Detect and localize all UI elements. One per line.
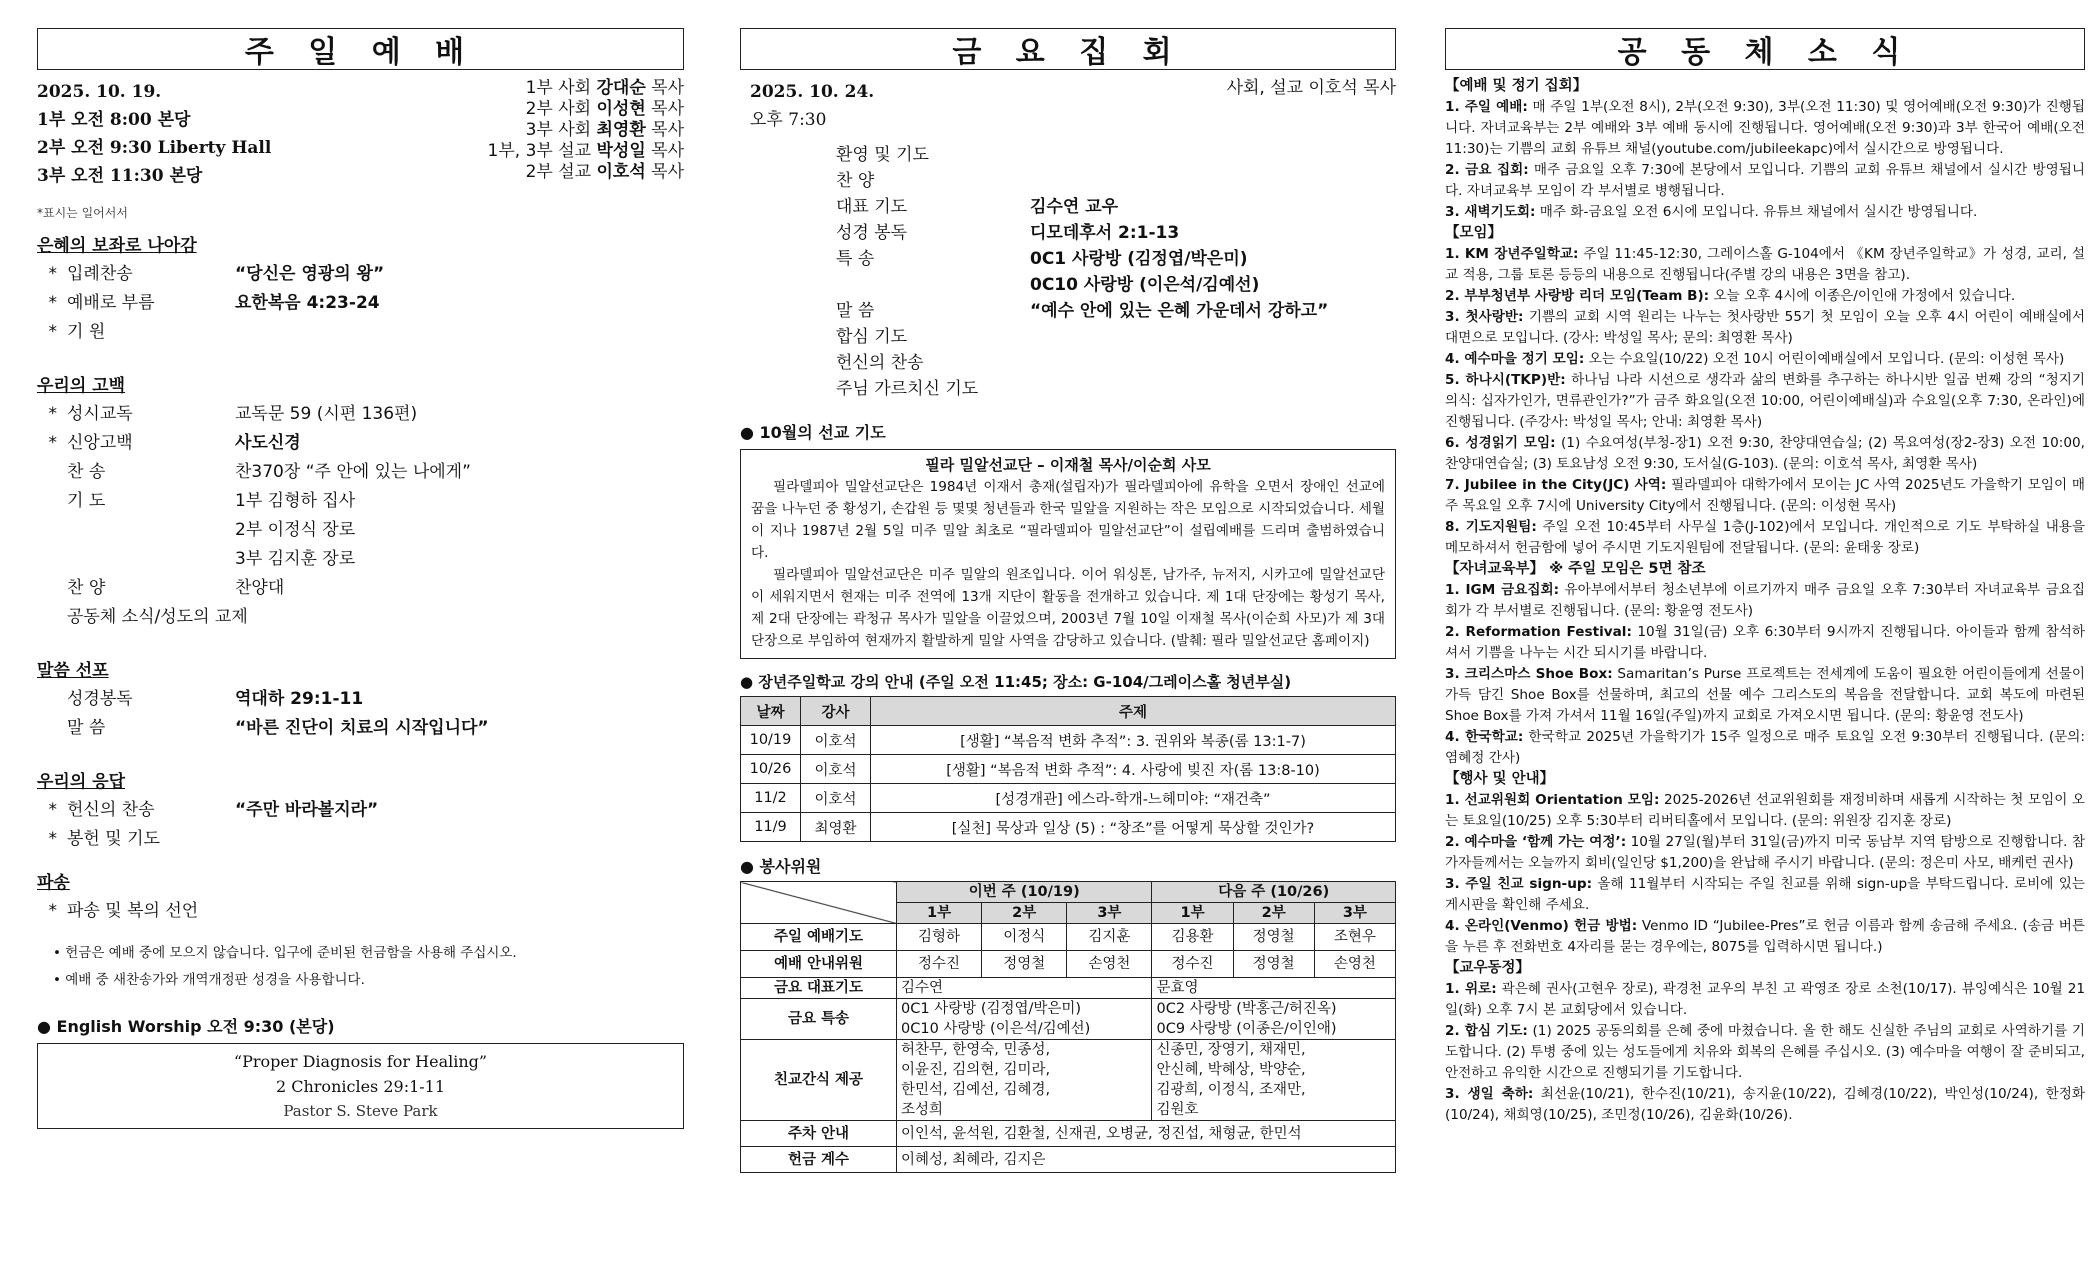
item-value: 찬양대 <box>235 578 285 598</box>
news-item: 2. 예수마을 ‘함께 가는 여정’: 10월 27일(월)부터 31일(금)까지 미국 동남부 지역 탐방으로 진행합니다. 참가자들께서는 오늘까지 회비(일인당 $1,200)을 완납해 주시기 바랍니다. (문의: 정은미 사모, 배케런 권사) <box>1445 834 2085 871</box>
news-item: 4. 한국학교: 한국학교 2025년 가을학기가 15주 일정으로 매주 토요일 오전 9:30부터 진행됩니다. (문의: 염혜정 간사) <box>1445 729 2085 766</box>
part-header: 1부 <box>1152 903 1233 924</box>
volunteer-name: 김용환 <box>1152 924 1233 951</box>
news-item-title: 2. Reformation Festival: <box>1445 624 1632 640</box>
item-value: 교독문 59 (시편 136편) <box>235 404 418 424</box>
item-value: 1부 김형하 집사 <box>235 491 356 511</box>
stand-marker: * <box>48 404 57 424</box>
volunteer-line: 0C2 사랑방 (박홍근/허진옥) <box>1156 1001 1337 1017</box>
english-preacher: Pastor S. Steve Park <box>283 1102 438 1120</box>
friday-date: 2025. 10. 24. <box>750 82 875 102</box>
stand-marker: * <box>48 293 57 313</box>
worship-item <box>37 685 684 714</box>
lecture-cell: [생활] “복음적 변화 추적”: 4. 사랑에 빚진 자(롬 13:8-10) <box>871 755 1396 784</box>
lecture-cell: [성경개관] 에스라-학개-느헤미야: “재건축” <box>871 784 1396 813</box>
stand-marker <box>37 574 63 603</box>
item-value: 역대하 29:1-11 <box>235 689 364 709</box>
friday-item <box>740 350 1396 376</box>
leader-name: 강대순 <box>596 78 646 98</box>
news-item-title: 4. 예수마을 정기 모임: <box>1445 351 1585 367</box>
community-news-column <box>1445 28 2085 1126</box>
news-heading: 【교우동정】 <box>1445 960 1531 976</box>
lecture-cell: 10/26 <box>741 755 801 784</box>
volunteer-name: 손영천 <box>1067 951 1152 978</box>
volunteer-name: 정영철 <box>1233 924 1314 951</box>
lecture-row <box>741 784 1396 813</box>
news-item: 1. IGM 금요집회: 유아부에서부터 청소년부에 이르기까지 매주 금요일 오후 7:30부터 자녀교육부 금요집회가 각 부서별로 진행됩니다. (문의: 황윤영 전도사) <box>1445 582 2086 619</box>
friday-item-label: 성경 봉독 <box>836 223 908 243</box>
item-label <box>63 516 235 545</box>
worship-item <box>37 796 684 825</box>
volunteer-next: 문효영 <box>1152 978 1396 999</box>
mission-box <box>740 449 1396 659</box>
volunteer-this <box>897 1040 1152 1121</box>
stand-marker: * <box>48 901 57 921</box>
stand-marker <box>37 685 63 714</box>
section-heading: 파송 <box>37 873 70 893</box>
item-label: 신앙고백 <box>67 433 133 453</box>
item-value <box>105 318 684 347</box>
friday-gathering-column <box>740 28 1396 1173</box>
friday-time: 오후 7:30 <box>750 110 827 130</box>
note-line: • 예배 중 새찬송가와 개역개정판 성경을 사용합니다. <box>53 972 365 988</box>
volunteer-line: 허찬무, 한영숙, 민종성, <box>901 1042 1051 1058</box>
parking-row <box>741 1121 1396 1147</box>
lecture-heading: ● 장년주일학교 강의 안내 (주일 오전 11:45; 장소: G-104/그레이스홀 청년부실) <box>740 673 1292 691</box>
worship-item <box>37 318 684 347</box>
friday-item <box>740 168 1396 194</box>
volunteer-role: 주차 안내 <box>741 1121 897 1147</box>
friday-item-value: “예수 안에 있는 은혜 가운데서 강하고” <box>1030 301 1329 321</box>
worship-item <box>37 487 684 516</box>
volunteer-name: 정영철 <box>982 951 1067 978</box>
lecture-col-header: 주제 <box>871 697 1396 726</box>
english-worship-heading: ● English Worship 오전 9:30 (본당) <box>37 1017 335 1036</box>
friday-item-value <box>1030 168 1396 194</box>
sunday-date: 2025. 10. 19. <box>37 82 162 102</box>
section-heading: 말씀 선포 <box>37 661 109 681</box>
lecture-row <box>741 813 1396 842</box>
stand-marker: * <box>48 264 57 284</box>
friday-item <box>740 220 1396 246</box>
community-news-title: 공 동 체 소 식 <box>1445 28 2085 70</box>
item-label: 기 도 <box>67 491 106 511</box>
worship-item <box>37 897 684 926</box>
volunteer-next <box>1152 1040 1396 1121</box>
friday-item-label: 환영 및 기도 <box>836 145 929 165</box>
service-time: 3부 오전 11:30 본당 <box>37 166 203 186</box>
stand-marker <box>37 714 63 743</box>
worship-item <box>37 574 684 603</box>
lecture-row <box>741 726 1396 755</box>
leader-name: 이성현 <box>596 99 646 119</box>
part-header: 2부 <box>1233 903 1314 924</box>
service-leaders <box>488 78 684 190</box>
english-sermon-title: “Proper Diagnosis for Healing” <box>233 1052 488 1071</box>
stand-marker: * <box>48 433 57 453</box>
volunteer-role: 금요 대표기도 <box>741 978 897 999</box>
news-item: 6. 성경읽기 모임: (1) 수요여성(부청-장1) 오전 9:30, 찬양대연습실; (2) 목요여성(장2-장3) 오전 10:00, 찬양대연습실; (3) 토요남성 오전 9:30, 도서실(G-103). (문의: 이호석 목사, 최영환 목사) <box>1445 435 2085 472</box>
lecture-table <box>740 696 1396 842</box>
leader-line: 1부, 3부 설교 박성일 목사 <box>487 141 684 161</box>
leader-name: 이호석 <box>596 162 646 182</box>
news-item-title: 2. 예수마을 ‘함께 가는 여정’: <box>1445 834 1627 850</box>
item-label: 파송 및 복의 선언 <box>67 901 199 921</box>
item-label <box>63 545 235 574</box>
friday-item <box>740 324 1396 350</box>
volunteer-name: 정수진 <box>1152 951 1233 978</box>
sunday-header <box>37 78 684 190</box>
volunteer-role: 헌금 계수 <box>741 1147 897 1173</box>
news-item-title: 7. Jubilee in the City(JC) 사역: <box>1445 477 1667 493</box>
volunteer-line: 조성희 <box>901 1102 944 1118</box>
stand-marker: * <box>48 800 57 820</box>
item-label: 찬 송 <box>67 462 106 482</box>
leader-line: 2부 사회 이성현 목사 <box>525 99 684 119</box>
volunteer-line: 김광희, 이정식, 조재만, <box>1156 1082 1306 1098</box>
part-header: 2부 <box>982 903 1067 924</box>
part-header: 3부 <box>1314 903 1395 924</box>
friday-item-value <box>1030 142 1396 168</box>
lecture-cell: 11/9 <box>741 813 801 842</box>
volunteer-names: 이혜성, 최혜라, 김지은 <box>897 1147 1396 1173</box>
snack-row <box>741 1040 1396 1121</box>
leader-line: 1부 사회 강대순 목사 <box>525 78 684 98</box>
news-item-title: 2. 금요 집회: <box>1445 162 1529 178</box>
offering-count-row <box>741 1147 1396 1173</box>
volunteer-name: 정수진 <box>897 951 982 978</box>
friday-item <box>740 194 1396 220</box>
news-item-title: 2. 합심 기도: <box>1445 1023 1528 1039</box>
volunteer-name: 이정식 <box>982 924 1067 951</box>
lecture-cell: 10/19 <box>741 726 801 755</box>
service-time: 1부 오전 8:00 본당 <box>37 110 191 130</box>
volunteer-line: 0C1 사랑방 (김정엽/박은미) <box>901 1001 1082 1017</box>
item-label: 찬 양 <box>67 578 106 598</box>
news-item: 1. 선교위원회 Orientation 모임: 2025-2026년 선교위원회를 재정비하며 새롭게 시작하는 첫 모임이 오는 토요일(10/25) 오후 5:30부터 리버티홀에서 모입니다. (문의: 위원장 김지훈 장로) <box>1445 792 2085 829</box>
friday-item-label: 주님 가르치신 기도 <box>836 379 979 399</box>
item-label: 헌신의 찬송 <box>67 800 155 820</box>
news-item-title: 1. IGM 금요집회: <box>1445 582 1560 598</box>
worship-item <box>37 429 684 458</box>
friday-item-label: 합심 기도 <box>836 327 908 347</box>
volunteer-row <box>741 951 1396 978</box>
item-label: 성시교독 <box>67 404 133 424</box>
news-item: 2. 금요 집회: 매주 금요일 오후 7:30에 본당에서 모입니다. 기쁨의 교회 유튜브 채널에서 실시간 방영됩니다. 자녀교육부 모임이 각 부서별로 병행됩니다. <box>1445 162 2085 199</box>
friday-item-label <box>740 272 1030 298</box>
service-time: 2부 오전 9:30 Liberty Hall <box>37 138 272 158</box>
friday-item-value: 김수연 교우 <box>1030 197 1119 217</box>
lecture-col-header: 강사 <box>801 697 871 726</box>
news-item-title: 3. 주일 친교 sign-up: <box>1445 876 1593 892</box>
volunteer-line: 0C10 사랑방 (이은석/김예선) <box>901 1021 1091 1037</box>
news-item-title: 1. 선교위원회 Orientation 모임: <box>1445 792 1660 808</box>
news-item-title: 1. 주일 예배: <box>1445 99 1528 115</box>
volunteer-next <box>1152 999 1396 1040</box>
stand-marker: * <box>48 829 57 849</box>
worship-notes <box>37 940 684 994</box>
news-item: 3. 새벽기도회: 매주 화-금요일 오전 6시에 모입니다. 유튜브 채널에서 실시간 방영됩니다. <box>1445 204 1978 220</box>
news-item: 2. Reformation Festival: 10월 31일(금) 오후 6:30부터 9시까지 진행됩니다. 아이들과 함께 참석하셔서 기쁨을 나누는 시간 되시기를 바랍니다. <box>1445 624 2086 661</box>
week-this-header: 이번 주 (10/19) <box>897 882 1152 903</box>
item-value: “주만 바라볼지라” <box>235 800 379 820</box>
news-item: 3. 생일 축하: 최선윤(10/21), 한수진(10/21), 송지윤(10/22), 김혜경(10/22), 박인성(10/24), 한정화(10/24), 채희영(10/25), 조민정(10/26), 김윤화(10/26). <box>1445 1086 2085 1123</box>
volunteer-this <box>897 999 1152 1040</box>
item-value <box>198 897 684 926</box>
worship-item <box>37 400 684 429</box>
volunteer-name: 김형하 <box>897 924 982 951</box>
friday-item <box>740 298 1396 324</box>
stand-marker <box>37 603 63 632</box>
mission-title: 필라 밀알선교단 – 이재철 목사/이순희 사모 <box>925 456 1211 474</box>
friday-item-value <box>1030 350 1396 376</box>
news-item-title: 8. 기도지원팀: <box>1445 519 1537 535</box>
news-item-title: 3. 새벽기도회: <box>1445 204 1536 220</box>
volunteer-row <box>741 924 1396 951</box>
friday-item <box>740 142 1396 168</box>
community-news-body <box>1445 76 2085 1126</box>
news-item-title: 3. 첫사랑반: <box>1445 309 1524 325</box>
item-label: 입례찬송 <box>67 264 133 284</box>
stand-marker <box>37 516 63 545</box>
item-value: 2부 이정식 장로 <box>235 520 356 540</box>
service-times <box>37 78 271 190</box>
lecture-row <box>741 755 1396 784</box>
section-heading: 우리의 고백 <box>37 376 126 396</box>
worship-item <box>37 260 684 289</box>
item-label: 공동체 소식/성도의 교제 <box>67 607 248 627</box>
item-label: 봉헌 및 기도 <box>67 829 160 849</box>
friday-special-row <box>741 999 1396 1040</box>
worship-item <box>37 516 684 545</box>
friday-item <box>740 246 1396 272</box>
news-item: 3. 첫사랑반: 기쁨의 교회 시역 원리는 나누는 첫사랑반 55기 첫 모임이 오늘 오후 4시 어린이 예배실에서 대면으로 모입니다. (강사: 박성일 목사; 문의: 최영환 목사) <box>1445 309 2085 346</box>
news-item: 1. 주일 예배: 매 주일 1부(오전 8시), 2부(오전 9:30), 3부(오전 11:30) 및 영어예배(오전 9:30)가 진행됩니다. 자녀교육부는 2부 예배와 3부 예배 동시에 진행됩니다. 영어예배(오전 9:30)과 3부 한국어 예배(오전 11:30)는 기쁨의 교회 유튜브 채널(youtube.com/jubileekapc)에서 실시간으로 방영됩니다. <box>1445 99 2085 157</box>
volunteer-name: 김지훈 <box>1067 924 1152 951</box>
friday-item-value: 디모데후서 2:1-13 <box>1030 223 1180 243</box>
volunteer-line: 한민석, 김예선, 김혜경, <box>901 1082 1051 1098</box>
sunday-worship-title: 주 일 예 배 <box>37 28 684 70</box>
sunday-worship-column <box>37 28 684 1129</box>
worship-item <box>37 603 684 632</box>
volunteer-role: 주일 예배기도 <box>741 924 897 951</box>
section-heading: 우리의 응답 <box>37 772 126 792</box>
worship-item <box>37 458 684 487</box>
friday-order <box>740 142 1396 402</box>
leader-name: 최영환 <box>596 120 646 140</box>
volunteer-role: 금요 특송 <box>741 999 897 1040</box>
item-value <box>248 603 684 632</box>
friday-item-value: 0C10 사랑방 (이은석/김예선) <box>1030 275 1260 295</box>
friday-gathering-title: 금 요 집 회 <box>740 28 1396 70</box>
lecture-cell: 이호석 <box>801 755 871 784</box>
item-label: 말 씀 <box>67 718 106 738</box>
lecture-cell: [생활] “복음적 변화 추적”: 3. 권위와 복종(롬 13:1-7) <box>871 726 1396 755</box>
lecture-cell: [실천] 묵상과 일상 (5) : “창조”를 어떻게 묵상할 것인가? <box>871 813 1396 842</box>
friday-item <box>740 376 1396 402</box>
volunteer-role: 예배 안내위원 <box>741 951 897 978</box>
part-header: 1부 <box>897 903 982 924</box>
item-value: 사도신경 <box>235 433 301 453</box>
news-heading: 【자녀교육부】 ※ 주일 모임은 5면 참조 <box>1445 561 1706 577</box>
news-item-title: 4. 온라인(Venmo) 헌금 방법: <box>1445 918 1638 934</box>
news-item: 1. KM 장년주일학교: 주일 11:45-12:30, 그레이스홀 G-104에서 《KM 장년주일학교》가 성경, 교리, 설교 적용, 그룹 토론 등등의 내용으로 진행됩니다(주별 강의 내용은 3면을 참고). <box>1445 246 2085 283</box>
stand-marker <box>37 458 63 487</box>
friday-datetime <box>740 78 874 134</box>
volunteer-header-row <box>741 882 1396 903</box>
news-item: 3. 크리스마스 Shoe Box: Samaritan’s Purse 프로젝트는 전세계에 도움이 필요한 어린이들에게 선물이 가득 담긴 Shoe Box를 선물하며, 최고의 선물 예수 그리스도의 복음을 전달합니다. 교회 복도에 마련된 Shoe Box를 가져 가셔서 11월 16일(주일)까지 교회로 가져오시면 됩니다. (문의: 황윤영 전도사) <box>1445 666 2085 724</box>
news-item: 3. 주일 친교 sign-up: 올해 11월부터 시작되는 주일 친교를 위해 sign-up을 부탁드립니다. 로비에 있는 게시판을 확인해 주세요. <box>1445 876 2085 913</box>
volunteer-name: 조현우 <box>1314 924 1395 951</box>
friday-item-label: 대표 기도 <box>836 197 908 217</box>
friday-header <box>740 78 1396 134</box>
worship-item <box>37 714 684 743</box>
news-heading: 【행사 및 안내】 <box>1445 771 1555 787</box>
leader-line: 3부 사회 최영환 목사 <box>525 120 684 140</box>
stand-marker: * <box>48 322 57 342</box>
mission-prayer-heading: ● 10월의 선교 기도 <box>740 423 886 442</box>
item-value: 3부 김지훈 장로 <box>235 549 356 569</box>
item-value: “바른 진단이 치료의 시작입니다” <box>235 718 489 738</box>
leader-line: 2부 설교 이호석 목사 <box>525 162 684 182</box>
news-item-title: 1. 위로: <box>1445 981 1497 997</box>
lecture-cell: 이호석 <box>801 726 871 755</box>
worship-item <box>37 289 684 318</box>
stand-marker <box>37 545 63 574</box>
friday-item <box>740 272 1396 298</box>
leader-name: 박성일 <box>596 141 646 161</box>
friday-item-label: 말 씀 <box>836 301 875 321</box>
news-item: 4. 예수마을 정기 모임: 오는 수요일(10/22) 오전 10시 어린이예배실에서 모입니다. (문의: 이성현 목사) <box>1445 351 2065 367</box>
mission-paragraph: 필라델피아 밀알선교단은 미주 밀알의 원조입니다. 이어 워싱톤, 남가주, 뉴저지, 시카고에 밀알선교단이 세워지면서 현재는 미주 전역에 13개 지단이 활동을 전개하고 있습니다. 제 1대 단장에는 황성기 목사, 제 2대 단장에는 곽청규 목사가 밀알을 이끌었으며, 2003년 7월 10일 이재철 목사(이순희 사모)가 제 3대 단장으로 부임하여 현재까지 활발하게 밀알 사역을 감당하고 있습니다. (발췌: 필라 밀알선교단 홈페이지) <box>751 567 1385 649</box>
news-item: 7. Jubilee in the City(JC) 사역: 필라델피아 대학가에서 모이는 JC 사역 2025년도 가을학기 모임이 매주 목요일 오후 7시에 University City에서 진행됩니다. (문의: 이성현 목사) <box>1445 477 2085 514</box>
lecture-cell: 최영환 <box>801 813 871 842</box>
item-value: “당신은 영광의 왕” <box>235 264 385 284</box>
item-value <box>160 825 684 854</box>
worship-item <box>37 825 684 854</box>
news-heading: 【모임】 <box>1445 225 1503 241</box>
news-item: 2. 부부청년부 사랑방 리더 모임(Team B): 오늘 오후 4시에 이종은/이인애 가정에서 있습니다. <box>1445 288 2016 304</box>
stand-note: *표시는 일어서서 <box>37 206 128 220</box>
news-item: 2. 합심 기도: (1) 2025 공동의회를 은혜 중에 마쳤습니다. 올 한 해도 신실한 주님의 교회로 사역하기를 기도합니다. (2) 투병 중에 있는 성도들에게 치유와 회복의 은혜를 주십시오. (3) 예수마을 여행이 잘 준비되고, 안전하고 유익한 시간으로 진행되기를 기도합니다. <box>1445 1023 2085 1081</box>
news-heading: 【예배 및 정기 집회】 <box>1445 78 1588 94</box>
item-label: 성경봉독 <box>67 689 133 709</box>
friday-prayer-row <box>741 978 1396 999</box>
friday-item-value <box>1030 324 1396 350</box>
news-item-title: 1. KM 장년주일학교: <box>1445 246 1579 262</box>
news-item: 1. 위로: 곽은혜 권사(고현우 장로), 곽경천 교우의 부친 고 곽영조 장로 소천(10/17). 뷰잉예식은 10월 21일(화) 오후 7시 본 교회당에서 있습니다. <box>1445 981 2085 1018</box>
volunteer-name: 정영철 <box>1233 951 1314 978</box>
lecture-cell: 11/2 <box>741 784 801 813</box>
worship-item <box>37 545 684 574</box>
news-item-title: 2. 부부청년부 사랑방 리더 모임(Team B): <box>1445 288 1710 304</box>
friday-item-value <box>1030 376 1396 402</box>
news-item-title: 5. 하나시(TKP)반: <box>1445 372 1566 388</box>
note-line: • 헌금은 예배 중에 모으지 않습니다. 입구에 준비된 헌금함을 사용해 주십시오. <box>53 945 517 961</box>
volunteer-table <box>740 881 1396 1173</box>
item-label: 기 원 <box>67 322 106 342</box>
news-item-title: 4. 한국학교: <box>1445 729 1524 745</box>
friday-leader: 사회, 설교 이호석 목사 <box>1226 78 1396 98</box>
order-of-worship <box>37 231 684 926</box>
item-label: 예배로 부름 <box>67 293 155 313</box>
volunteer-this: 김수연 <box>897 978 1152 999</box>
part-header: 3부 <box>1067 903 1152 924</box>
news-item-title: 6. 성경읽기 모임: <box>1445 435 1556 451</box>
news-item: 4. 온라인(Venmo) 헌금 방법: Venmo ID “Jubilee-Pres”로 헌금 이름과 함께 송금해 주세요. (송금 버튼을 누른 후 전화번호 4자리를 묻는 경우에는, 8075를 입력하시면 됩니다.) <box>1445 918 2085 955</box>
volunteer-line: 신종민, 장영기, 채재민, <box>1156 1042 1306 1058</box>
section-heading: 은혜의 보좌로 나아감 <box>37 236 197 256</box>
volunteer-line: 안신혜, 박혜상, 박양순, <box>1156 1062 1306 1078</box>
stand-marker <box>37 487 63 516</box>
volunteer-name: 손영천 <box>1314 951 1395 978</box>
mission-paragraph: 필라델피아 밀알선교단은 1984년 이재서 총재(설립자)가 필라델피아에 유학을 오면서 장애인 선교에 꿈을 나누던 중 황성기, 손갑원 등 몇몇 청년들과 한국 밀알을 지원하는 작은 모임으로 시작되었습니다. 세월이 지나 1987년 2월 5일 미주 밀알 최초로 “필라델피아 밀알선교단”이 설립예배를 드리며 출범하였습니다. <box>751 479 1385 561</box>
news-item-title: 3. 생일 축하: <box>1445 1086 1534 1102</box>
week-next-header: 다음 주 (10/26) <box>1152 882 1396 903</box>
item-value: 찬370장 “주 안에 있는 나에게” <box>235 462 471 482</box>
volunteer-heading: ● 봉사위원 <box>740 857 822 876</box>
news-item: 5. 하나시(TKP)반: 하나님 나라 시선으로 생각과 삶의 변화를 추구하는 하나시반 일곱 번째 강의 “청지기 의식: 십자가인가, 면류관인가?”가 금주 화요일(오전 10:00, 어린이예배실)과 수요일(오후 7:30, 온라인)에 진행됩니다. (주강사: 박성일 목사; 안내: 최영환 목사) <box>1445 372 2086 430</box>
volunteer-role: 친교간식 제공 <box>741 1040 897 1121</box>
volunteer-line: 0C9 사랑방 (이종은/이인애) <box>1156 1021 1337 1037</box>
friday-item-label: 헌신의 찬송 <box>836 353 924 373</box>
corner-cell <box>741 882 897 924</box>
volunteer-names: 이인석, 윤석원, 김환철, 신재권, 오병균, 정진섭, 채형균, 한민석 <box>897 1121 1396 1147</box>
volunteer-line: 김원호 <box>1156 1102 1199 1118</box>
friday-item-value: 0C1 사랑방 (김정엽/박은미) <box>1030 249 1248 269</box>
news-item: 8. 기도지원팀: 주일 오전 10:45부터 사무실 1층(J-102)에서 모입니다. 개인적으로 기도 부탁하실 내용을 메모하셔서 헌금함에 넣어 주시면 기도지원팀에 전달됩니다. (문의: 윤태웅 장로) <box>1445 519 2085 556</box>
item-value: 요한복음 4:23-24 <box>235 293 380 313</box>
friday-item-label: 찬 양 <box>836 171 875 191</box>
friday-item-label: 특 송 <box>836 249 875 269</box>
lecture-col-header: 날짜 <box>741 697 801 726</box>
volunteer-line: 이윤진, 김의현, 김미라, <box>901 1062 1051 1078</box>
lecture-cell: 이호석 <box>801 784 871 813</box>
english-worship-box <box>37 1043 684 1129</box>
english-scripture: 2 Chronicles 29:1-11 <box>275 1077 446 1096</box>
news-item-title: 3. 크리스마스 Shoe Box: <box>1445 666 1613 682</box>
